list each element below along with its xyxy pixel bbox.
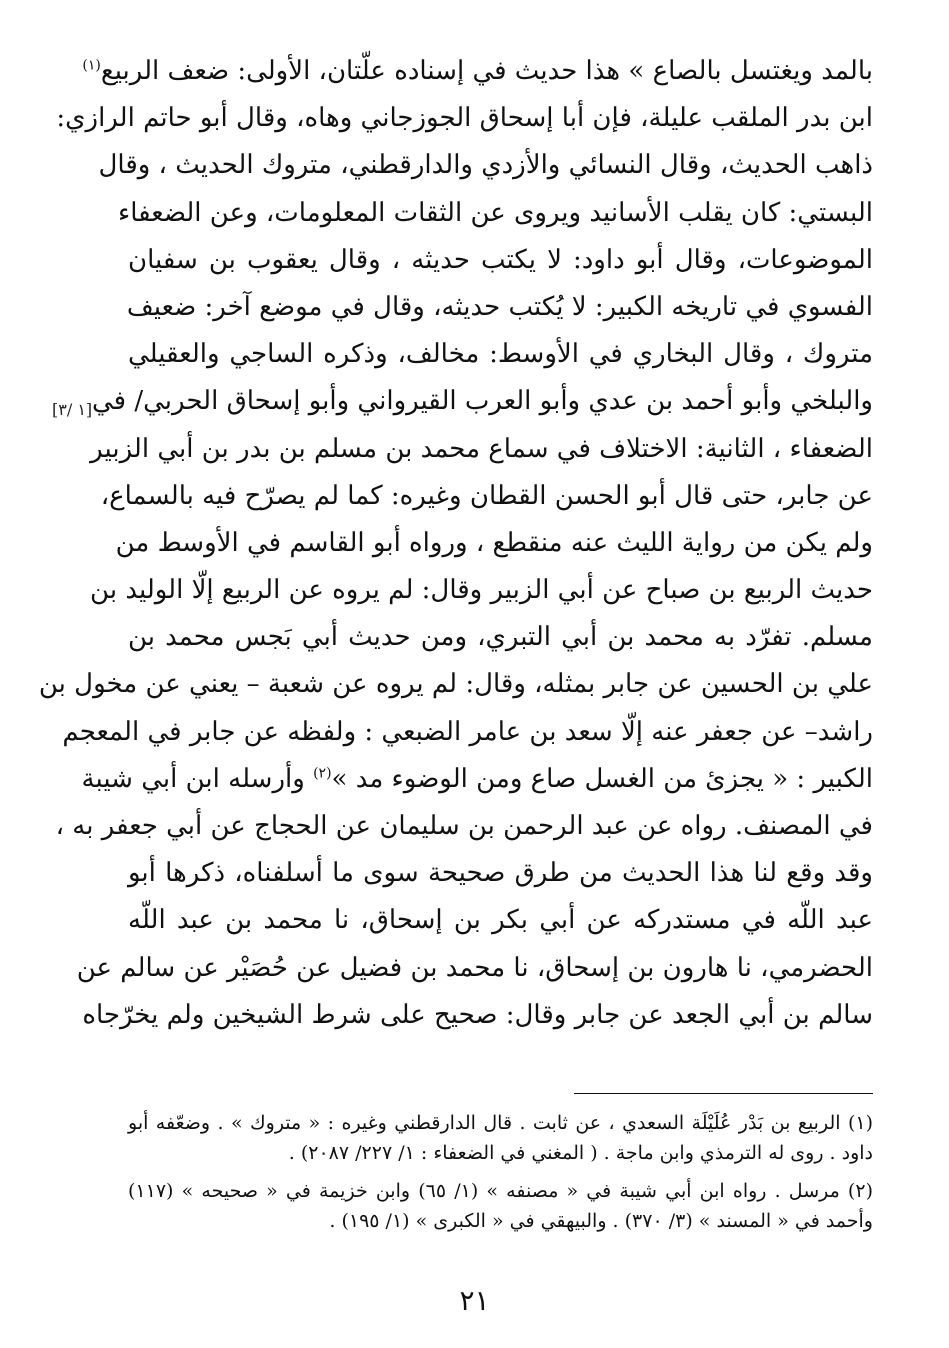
text-line-3: ذاهب الحديث، وقال النسائي والأزدي والدارقطني، متروك الحديث ، وقال — [98, 150, 873, 181]
footnote-1 — [128, 1108, 873, 1168]
text-line-1 — [82, 48, 873, 95]
text-line-11: ولم يكن من رواية الليث عنه منقطع ، ورواه أبو القاسم في الأوسط من — [115, 527, 873, 558]
footnote-ref-1[interactable]: (١) — [82, 57, 101, 74]
text-line-15: راشد– عن جعفر عنه إلّا سعد بن عامر الضبعي : ولفظه عن جابر في المعجم — [62, 716, 873, 747]
footnote-ref-2[interactable]: (٢) — [313, 765, 332, 782]
text-line-2: ابن بدر الملقب عليلة، فإن أبا إسحاق الجوزجاني وهاه، وقال أبو حاتم الرازي: — [56, 103, 873, 134]
text-line-13: مسلم. تفرّد به محمد بن أبي التبري، ومن حديث أبي بَجس محمد بن — [128, 622, 873, 653]
text-line-16-part-a: الكبير : « يجزئ من الغسل صاع ومن الوضوء مد » — [331, 763, 873, 794]
text-line-7: متروك ، وقال البخاري في الأوسط: مخالف، وذكره الساجي والعقيلي — [128, 339, 873, 370]
text-line-14: علي بن الحسين عن جابر بمثله، وقال: لم يروه عن شعبة – يعني عن مخول بن — [38, 669, 873, 700]
text-line-5: الموضوعات، وقال أبو داود: لا يكتب حديثه ، وقال يعقوب بن سفيان — [128, 244, 873, 275]
text-line-16-content — [82, 764, 873, 794]
margin-page-reference: [١ /٣] — [52, 400, 93, 419]
text-line-16-part-b: وأرسله ابن أبي شيبة — [81, 763, 314, 794]
footnote-separator — [574, 1093, 873, 1094]
text-line-20: الحضرمي، نا هارون بن إسحاق، نا محمد بن فضيل عن حُصَيْر عن سالم عن — [76, 952, 873, 983]
text-line-1-content: بالمد ويغتسل بالصاع » هذا حديث في إسناده علّتان، الأولى: ضعف الربيع — [100, 56, 873, 86]
footnote-2 — [128, 1176, 873, 1236]
text-line-12: حديث الربيع بن صباح عن أبي الزبير وقال: لم يروه عن الربيع إلّا الوليد بن — [90, 575, 873, 606]
footnote-1-line-1: (١) الربيع بن بَدْر عُلَيْلَة السعدي ، عن ثابت . قال الدارقطني وغيره : « متروك » . وضعّفه أبو — [128, 1112, 873, 1134]
text-line-16 — [81, 756, 873, 803]
text-line-18: وقد وقع لنا هذا الحديث من طرق صحيحة سوى ما أسلفناه، ذكرها أبو — [128, 858, 873, 889]
text-line-9: الضعفاء ، الثانية: الاختلاف في سماع محمد بن مسلم بن بدر بن أبي الزبير — [90, 433, 873, 464]
footnote-1-line-2: داود . روى له الترمذي وابن ماجة . ( المغني في الضعفاء : ١/ ٢٢٧/ ٢٠٨٧) . — [288, 1142, 873, 1164]
footnotes — [128, 1108, 873, 1244]
text-line-10: عن جابر، حتى قال أبو الحسن القطان وغيره: كما لم يصرّح فيه بالسماع، — [100, 480, 873, 511]
text-line-6: الفسوي في تاريخه الكبير: لا يُكتب حديثه، وقال في موضع آخر: ضعيف — [126, 291, 873, 322]
footnote-2-line-2: وأحمد في « المسند » (٣/ ٣٧٠) . والبيهقي في « الكبرى » (١/ ١٩٥) . — [329, 1210, 873, 1232]
text-line-19: عبد اللّه في مستدركه عن أبي بكر بن إسحاق، نا محمد بن عبد اللّه — [128, 905, 873, 936]
text-line-4: البستي: كان يقلب الأسانيد ويروى عن الثقات المعلومات، وعن الضعفاء — [117, 197, 873, 228]
page-number: ٢١ — [459, 1284, 490, 1317]
text-line-17: في المصنف. رواه عن عبد الرحمن بن سليمان عن الحجاج عن أبي جعفر به ، — [55, 811, 873, 841]
text-line-8: والبلخي وأبو أحمد بن عدي وأبو العرب القيرواني وأبو إسحاق الحربي/ في — [92, 386, 873, 417]
footnote-2-line-1: (٢) مرسل . رواه ابن أبي شيبة في « مصنفه » (١/ ٦٥) وابن خزيمة في « صحيحه » (١١٧) — [128, 1180, 873, 1202]
text-line-21: سالم بن أبي الجعد عن جابر وقال: صحيح على شرط الشيخين ولم يخرّجاه — [82, 999, 873, 1030]
